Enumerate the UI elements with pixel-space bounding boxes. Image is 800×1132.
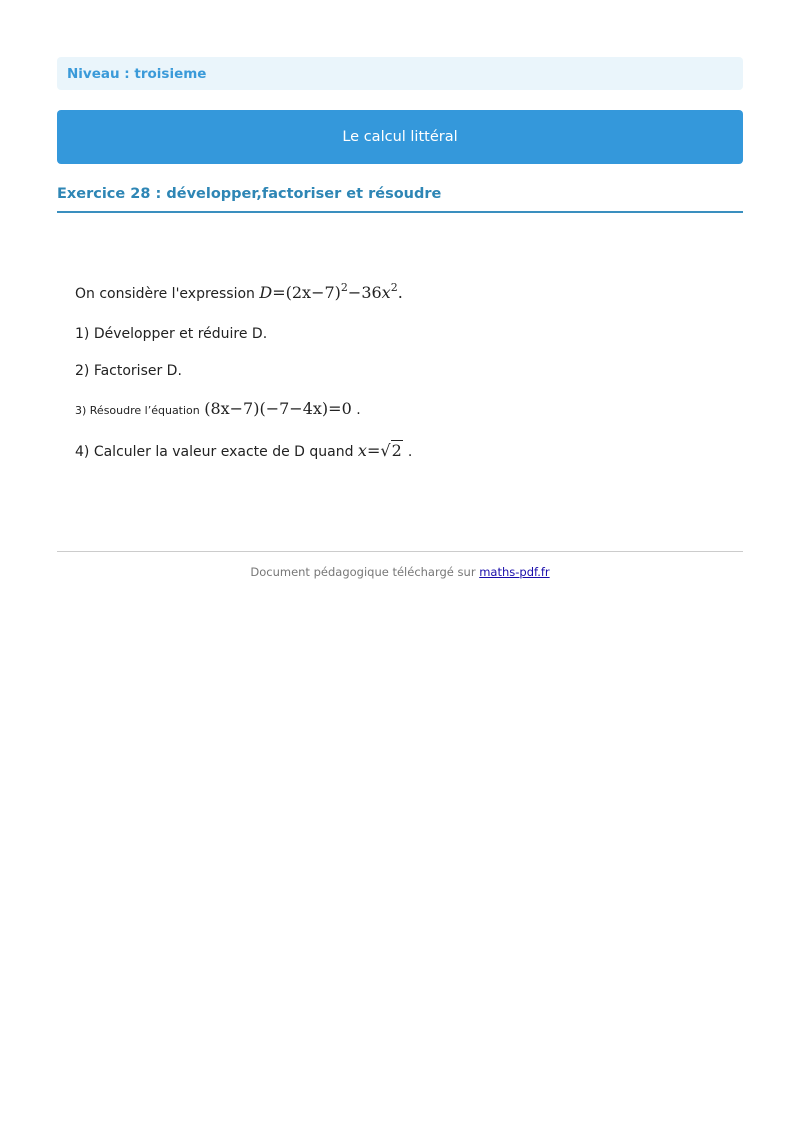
question-3-equation: (8x−7)(−7−4x)=0	[204, 399, 352, 418]
footer	[57, 565, 743, 579]
sqrt-symbol	[380, 441, 402, 460]
question-3	[75, 399, 361, 418]
question-2	[75, 363, 182, 379]
level-text: Niveau : troisieme	[67, 65, 207, 82]
question-3-end: .	[356, 402, 361, 418]
level-badge	[57, 57, 743, 90]
page	[57, 57, 743, 579]
exercise-title	[57, 186, 743, 213]
math-exp2: 2	[390, 281, 398, 294]
footer-divider	[57, 551, 743, 552]
footer-prefix: Document pédagogique téléchargé sur	[250, 565, 476, 579]
chapter-banner	[57, 110, 743, 164]
math-eq: =	[272, 283, 286, 302]
math-minus: −36	[347, 283, 382, 302]
question-3-text: 3) Résoudre l’équation	[75, 404, 200, 417]
exercise-body	[57, 213, 743, 551]
intro-line	[75, 281, 403, 302]
intro-text: On considère l'expression	[75, 286, 255, 302]
question-1-text: 1) Développer et réduire D.	[75, 326, 268, 342]
question-4-expression	[358, 441, 408, 460]
exercise-title-text: Exercice 28 : développer,factoriser et résoudre	[57, 186, 442, 202]
math-eq-sign: =	[366, 441, 381, 460]
question-2-text: 2) Factoriser D.	[75, 363, 182, 379]
math-end: .	[397, 283, 403, 302]
sqrt-radicand: 2	[391, 441, 402, 460]
math-base: (2x−7)	[285, 283, 341, 302]
math-exp1: 2	[340, 281, 348, 294]
math-var-x: x	[357, 441, 367, 460]
chapter-title: Le calcul littéral	[342, 129, 458, 145]
intro-expression	[259, 283, 402, 302]
sqrt-sign: √	[380, 441, 391, 460]
footer-link[interactable]: maths-pdf.fr	[479, 565, 550, 579]
question-4-end: .	[407, 444, 413, 460]
math-var: x	[381, 283, 391, 302]
question-1	[75, 326, 267, 342]
math-lhs: D	[259, 283, 273, 302]
question-4-text: 4) Calculer la valeur exacte de D quand	[75, 444, 354, 460]
question-4	[75, 441, 412, 460]
